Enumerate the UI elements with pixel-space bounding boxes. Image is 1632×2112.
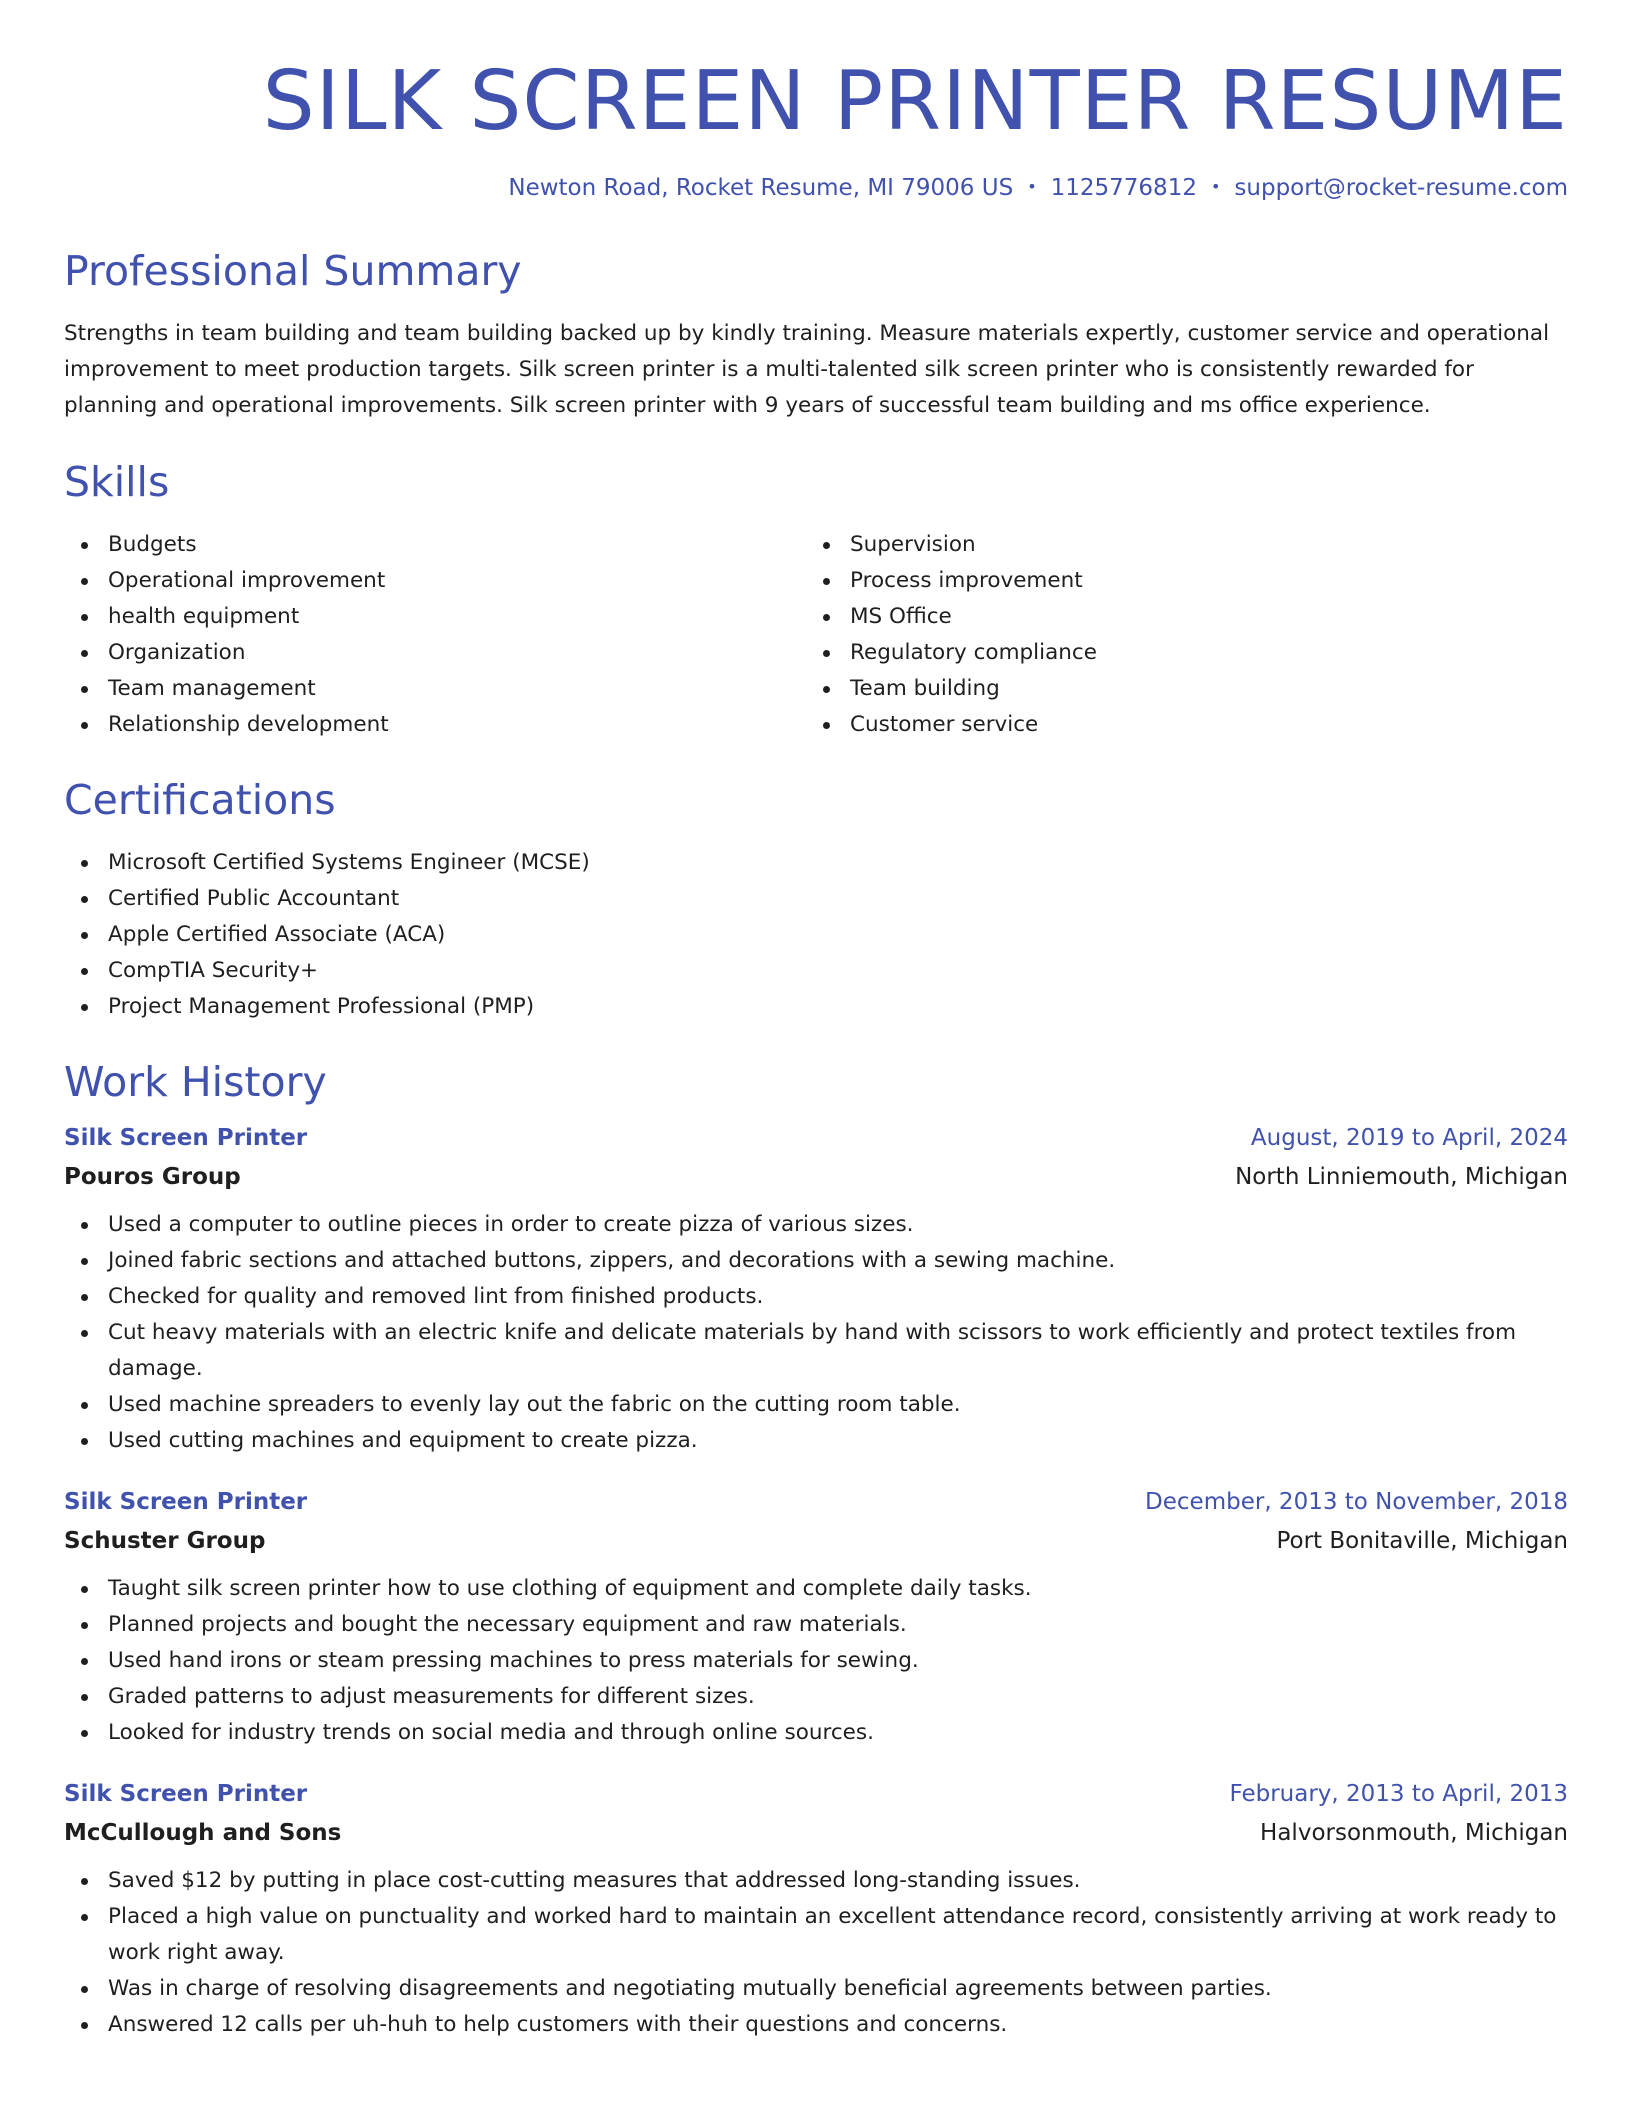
job-dates: February, 2013 to April, 2013: [1229, 1781, 1568, 1807]
job-company-row: [64, 1530, 1568, 1553]
certification-item: CompTIA Security+: [64, 953, 1568, 989]
contact-separator: •: [1210, 177, 1221, 196]
job-title-row: [64, 1491, 1568, 1514]
certifications-list: [64, 845, 1568, 1025]
skills-heading: Skills: [64, 458, 170, 506]
job-entry: [64, 1127, 1568, 1459]
certification-item: Apple Certified Associate (ACA): [64, 917, 1568, 953]
job-location: Halvorsonmouth, Michigan: [1260, 1820, 1568, 1846]
skills-right-column: [806, 527, 1548, 743]
resume-page: [64, 0, 1568, 2043]
job-duty-item: Cut heavy materials with an electric knife and delicate materials by hand with scissors to work efficiently and protect textiles from damage.: [64, 1315, 1568, 1387]
skill-item: Team building: [806, 671, 1548, 707]
job-duties-list: [64, 1207, 1568, 1459]
certifications-heading: Certifications: [64, 776, 336, 824]
job-title-row: [64, 1127, 1568, 1150]
job-duty-item: Used machine spreaders to evenly lay out the fabric on the cutting room table.: [64, 1387, 1568, 1423]
job-duty-item: Looked for industry trends on social media and through online sources.: [64, 1715, 1568, 1751]
job-duty-item: Taught silk screen printer how to use clothing of equipment and complete daily tasks.: [64, 1571, 1568, 1607]
skill-item: health equipment: [64, 599, 806, 635]
contact-line: [64, 177, 1568, 200]
job-duty-item: Planned projects and bought the necessary equipment and raw materials.: [64, 1607, 1568, 1643]
contact-address: Newton Road, Rocket Resume, MI 79006 US: [508, 175, 1014, 201]
job-title: Silk Screen Printer: [64, 1781, 308, 1807]
skill-item: Team management: [64, 671, 806, 707]
job-title: Silk Screen Printer: [64, 1125, 308, 1151]
job-duty-item: Was in charge of resolving disagreements and negotiating mutually beneficial agreements between parties.: [64, 1971, 1568, 2007]
resume-title: SILK SCREEN PRINTER RESUME: [262, 54, 1568, 149]
job-duty-item: Joined fabric sections and attached buttons, zippers, and decorations with a sewing machine.: [64, 1243, 1568, 1279]
job-location: North Linniemouth, Michigan: [1235, 1164, 1568, 1190]
job-duty-item: Used hand irons or steam pressing machines to press materials for sewing.: [64, 1643, 1568, 1679]
job-duties-list: [64, 1863, 1568, 2043]
job-duty-item: Saved $12 by putting in place cost-cutting measures that addressed long-standing issues.: [64, 1863, 1568, 1899]
contact-email: support@rocket-resume.com: [1234, 175, 1568, 201]
job-entry: [64, 1491, 1568, 1751]
skills-grid: [64, 527, 1568, 743]
job-duty-item: Used a computer to outline pieces in order to create pizza of various sizes.: [64, 1207, 1568, 1243]
skill-item: Operational improvement: [64, 563, 806, 599]
job-company: Pouros Group: [64, 1164, 241, 1190]
job-duty-item: Used cutting machines and equipment to create pizza.: [64, 1423, 1568, 1459]
job-entry: [64, 1783, 1568, 2043]
job-company-row: [64, 1166, 1568, 1189]
job-duty-item: Checked for quality and removed lint from finished products.: [64, 1279, 1568, 1315]
summary-heading: Professional Summary: [64, 247, 522, 295]
skills-left-column: [64, 527, 806, 743]
skill-item: Regulatory compliance: [806, 635, 1548, 671]
job-company: McCullough and Sons: [64, 1820, 342, 1846]
skill-item: MS Office: [806, 599, 1548, 635]
skill-item: Relationship development: [64, 707, 806, 743]
job-title: Silk Screen Printer: [64, 1489, 308, 1515]
skill-item: Customer service: [806, 707, 1548, 743]
contact-phone: 1125776812: [1050, 175, 1197, 201]
job-company-row: [64, 1822, 1568, 1845]
job-company: Schuster Group: [64, 1528, 266, 1554]
job-duty-item: Answered 12 calls per uh-huh to help customers with their questions and concerns.: [64, 2007, 1568, 2043]
certification-item: Microsoft Certified Systems Engineer (MCSE): [64, 845, 1568, 881]
job-location: Port Bonitaville, Michigan: [1276, 1528, 1568, 1554]
certification-item: Certified Public Accountant: [64, 881, 1568, 917]
skill-item: Supervision: [806, 527, 1548, 563]
skill-item: Budgets: [64, 527, 806, 563]
skill-item: Organization: [64, 635, 806, 671]
certification-item: Project Management Professional (PMP): [64, 989, 1568, 1025]
job-title-row: [64, 1783, 1568, 1806]
summary-text: Strengths in team building and team building backed up by kindly training. Measure materials expertly, customer service and operational improvement to meet production targets. Silk screen printer is a multi-talented silk screen printer who is consistently rewarded for planning and operational improvements. Silk screen printer with 9 years of successful team building and ms office experience.: [64, 321, 1550, 418]
job-duties-list: [64, 1571, 1568, 1751]
job-dates: August, 2019 to April, 2024: [1250, 1125, 1568, 1151]
job-duty-item: Graded patterns to adjust measurements for different sizes.: [64, 1679, 1568, 1715]
job-dates: December, 2013 to November, 2018: [1145, 1489, 1568, 1515]
skill-item: Process improvement: [806, 563, 1548, 599]
work-history-heading: Work History: [64, 1058, 327, 1106]
contact-separator: •: [1027, 177, 1037, 196]
job-duty-item: Placed a high value on punctuality and worked hard to maintain an excellent attendance record, consistently arriving at work ready to work right away.: [64, 1899, 1568, 1971]
